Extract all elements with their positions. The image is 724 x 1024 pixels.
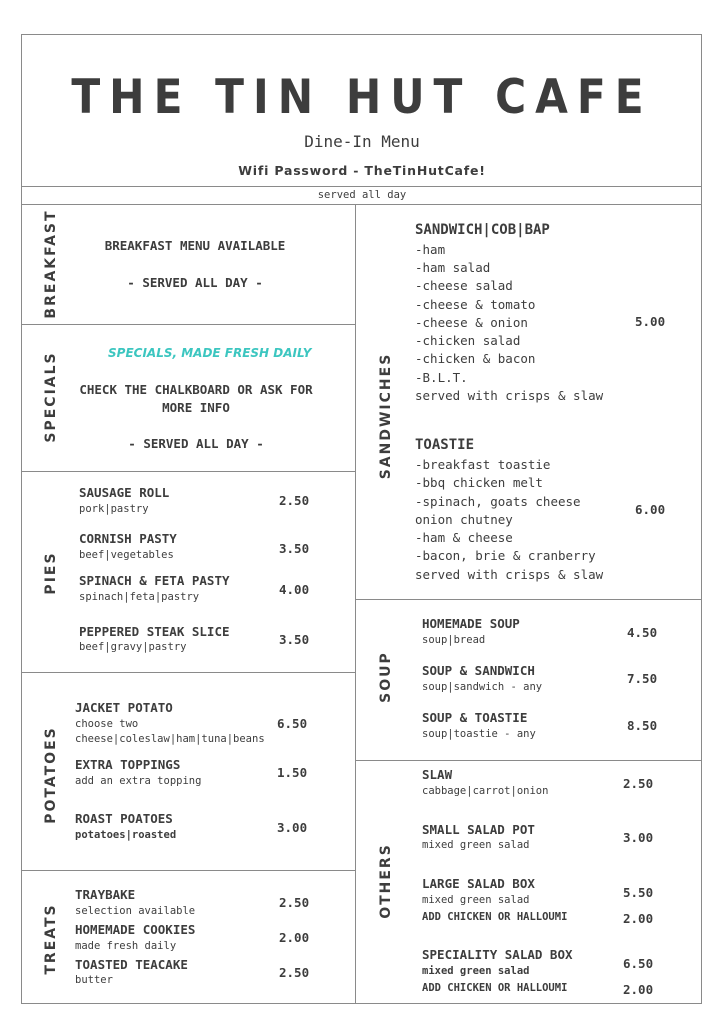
menu-item-desc: soup|bread bbox=[422, 634, 486, 646]
soup-section-label: SOUP bbox=[378, 651, 394, 703]
menu-item-price: 8.50 bbox=[627, 718, 658, 733]
sandwich-group-heading: SANDWICH|COB|BAP bbox=[415, 222, 550, 238]
menu-item-desc: cabbage|carrot|onion bbox=[422, 785, 549, 797]
menu-item-name: SPINACH & FETA PASTY bbox=[79, 573, 230, 588]
menu-item-desc: add an extra topping bbox=[75, 775, 202, 787]
menu-item-price: 4.00 bbox=[279, 582, 310, 597]
sandwich-option: -B.L.T. bbox=[415, 370, 468, 385]
menu-item-addon: ADD CHICKEN OR HALLOUMI bbox=[422, 911, 568, 923]
breakfast-served-text: - SERVED ALL DAY - bbox=[127, 275, 263, 290]
menu-item-price: 4.50 bbox=[627, 625, 658, 640]
menu-item-desc: spinach|feta|pastry bbox=[79, 591, 200, 603]
menu-item-name: LARGE SALAD BOX bbox=[422, 876, 535, 891]
menu-item-name: SMALL SALAD POT bbox=[422, 822, 535, 837]
sandwich-option: -cheese salad bbox=[415, 278, 513, 293]
specials-tagline: SPECIALS, MADE FRESH DAILY bbox=[108, 346, 312, 360]
menu-item-desc: mixed green salad bbox=[422, 894, 530, 906]
sandwich-option: -ham salad bbox=[415, 260, 491, 275]
menu-item-name: TOASTED TEACAKE bbox=[75, 957, 188, 972]
divider bbox=[21, 324, 355, 325]
sandwich-option: -chicken & bacon bbox=[415, 351, 536, 366]
sandwich-price: 5.00 bbox=[635, 314, 666, 329]
menu-item-name: EXTRA TOPPINGS bbox=[75, 757, 181, 772]
potatoes-section-label: POTATOES bbox=[43, 726, 59, 824]
menu-item-price: 7.50 bbox=[627, 671, 658, 686]
sandwich-option: -chicken salad bbox=[415, 333, 521, 348]
menu-item-price: 1.50 bbox=[277, 765, 308, 780]
menu-item-desc: beef|gravy|pastry bbox=[79, 641, 187, 653]
sandwich-option: -cheese & onion bbox=[415, 315, 528, 330]
sandwich-served-with: served with crisps & slaw bbox=[415, 388, 604, 403]
specials-chalkboard-line1: CHECK THE CHALKBOARD OR ASK FOR bbox=[79, 382, 313, 397]
sandwiches-section-label: SANDWICHES bbox=[378, 352, 394, 480]
specials-served-text: - SERVED ALL DAY - bbox=[128, 436, 264, 451]
menu-item-desc: butter bbox=[75, 974, 113, 986]
menu-item-name: JACKET POTATO bbox=[75, 700, 173, 715]
menu-item-desc: pork|pastry bbox=[79, 503, 149, 515]
menu-item-addon: ADD CHICKEN OR HALLOUMI bbox=[422, 982, 568, 994]
wifi-password: Wifi Password - TheTinHutCafe! bbox=[238, 163, 486, 178]
menu-item-name: ROAST POATOES bbox=[75, 811, 173, 826]
toastie-option: onion chutney bbox=[415, 512, 513, 527]
menu-item-price: 2.50 bbox=[279, 965, 310, 980]
menu-item-desc: selection available bbox=[75, 905, 196, 917]
menu-item-price: 2.00 bbox=[279, 930, 310, 945]
toastie-option: -ham & cheese bbox=[415, 530, 513, 545]
menu-item-desc: soup|toastie - any bbox=[422, 728, 536, 740]
menu-subtitle: Dine-In Menu bbox=[304, 132, 420, 151]
sandwich-option: -ham bbox=[415, 242, 446, 257]
divider bbox=[21, 471, 355, 472]
toastie-group-heading: TOASTIE bbox=[415, 437, 475, 453]
toastie-price: 6.00 bbox=[635, 502, 666, 517]
pies-section-label: PIES bbox=[43, 551, 59, 595]
served-all-day-strip: served all day bbox=[317, 189, 407, 201]
menu-item-price: 3.50 bbox=[279, 541, 310, 556]
column-divider bbox=[355, 204, 356, 1004]
toastie-option: -bbq chicken melt bbox=[415, 475, 543, 490]
divider bbox=[21, 870, 355, 871]
menu-item-desc: cheese|coleslaw|ham|tuna|beans bbox=[75, 733, 265, 745]
specials-section-label: SPECIALS bbox=[43, 351, 59, 443]
others-section-label: OTHERS bbox=[378, 843, 394, 919]
treats-section-label: TREATS bbox=[43, 903, 59, 975]
menu-item-price: 2.50 bbox=[623, 776, 654, 791]
toastie-served-with: served with crisps & slaw bbox=[415, 567, 604, 582]
divider bbox=[355, 760, 702, 761]
divider bbox=[21, 186, 702, 187]
menu-item-name: HOMEMADE SOUP bbox=[422, 616, 520, 631]
menu-item-price: 2.50 bbox=[279, 493, 310, 508]
menu-item-price: 3.00 bbox=[277, 820, 308, 835]
menu-item-name: CORNISH PASTY bbox=[79, 531, 177, 546]
toastie-option: -breakfast toastie bbox=[415, 457, 551, 472]
cafe-title: THE TIN HUT CAFE bbox=[71, 70, 653, 125]
menu-item-name: SOUP & SANDWICH bbox=[422, 663, 535, 678]
breakfast-section-label: BREAKFAST bbox=[43, 209, 59, 319]
menu-item-price: 2.50 bbox=[279, 895, 310, 910]
menu-item-desc: potatoes|roasted bbox=[75, 829, 177, 841]
toastie-option: -spinach, goats cheese bbox=[415, 494, 581, 509]
menu-item-name: SLAW bbox=[422, 767, 453, 782]
menu-item-desc: mixed green salad bbox=[422, 965, 530, 977]
menu-item-desc: made fresh daily bbox=[75, 940, 177, 952]
menu-item-addon-price: 2.00 bbox=[623, 911, 654, 926]
divider bbox=[355, 599, 702, 600]
menu-item-desc: beef|vegetables bbox=[79, 549, 174, 561]
specials-chalkboard-line2: MORE INFO bbox=[162, 400, 230, 415]
menu-item-price: 3.50 bbox=[279, 632, 310, 647]
menu-item-name: HOMEMADE COOKIES bbox=[75, 922, 196, 937]
menu-item-name: SAUSAGE ROLL bbox=[79, 485, 170, 500]
divider bbox=[21, 204, 702, 205]
toastie-option: -bacon, brie & cranberry bbox=[415, 548, 596, 563]
divider bbox=[21, 672, 355, 673]
menu-item-price: 5.50 bbox=[623, 885, 654, 900]
menu-frame bbox=[21, 34, 702, 1004]
menu-item-name: SOUP & TOASTIE bbox=[422, 710, 528, 725]
menu-item-desc: soup|sandwich - any bbox=[422, 681, 543, 693]
menu-item-price: 3.00 bbox=[623, 830, 654, 845]
menu-item-name: SPECIALITY SALAD BOX bbox=[422, 947, 573, 962]
menu-item-price: 6.50 bbox=[277, 716, 308, 731]
menu-item-name: TRAYBAKE bbox=[75, 887, 136, 902]
menu-item-desc: choose two bbox=[75, 718, 139, 730]
menu-item-price: 6.50 bbox=[623, 956, 654, 971]
sandwich-option: -cheese & tomato bbox=[415, 297, 536, 312]
breakfast-menu-text: BREAKFAST MENU AVAILABLE bbox=[104, 238, 286, 253]
menu-item-name: PEPPERED STEAK SLICE bbox=[79, 624, 230, 639]
menu-item-desc: mixed green salad bbox=[422, 839, 530, 851]
menu-item-addon-price: 2.00 bbox=[623, 982, 654, 997]
